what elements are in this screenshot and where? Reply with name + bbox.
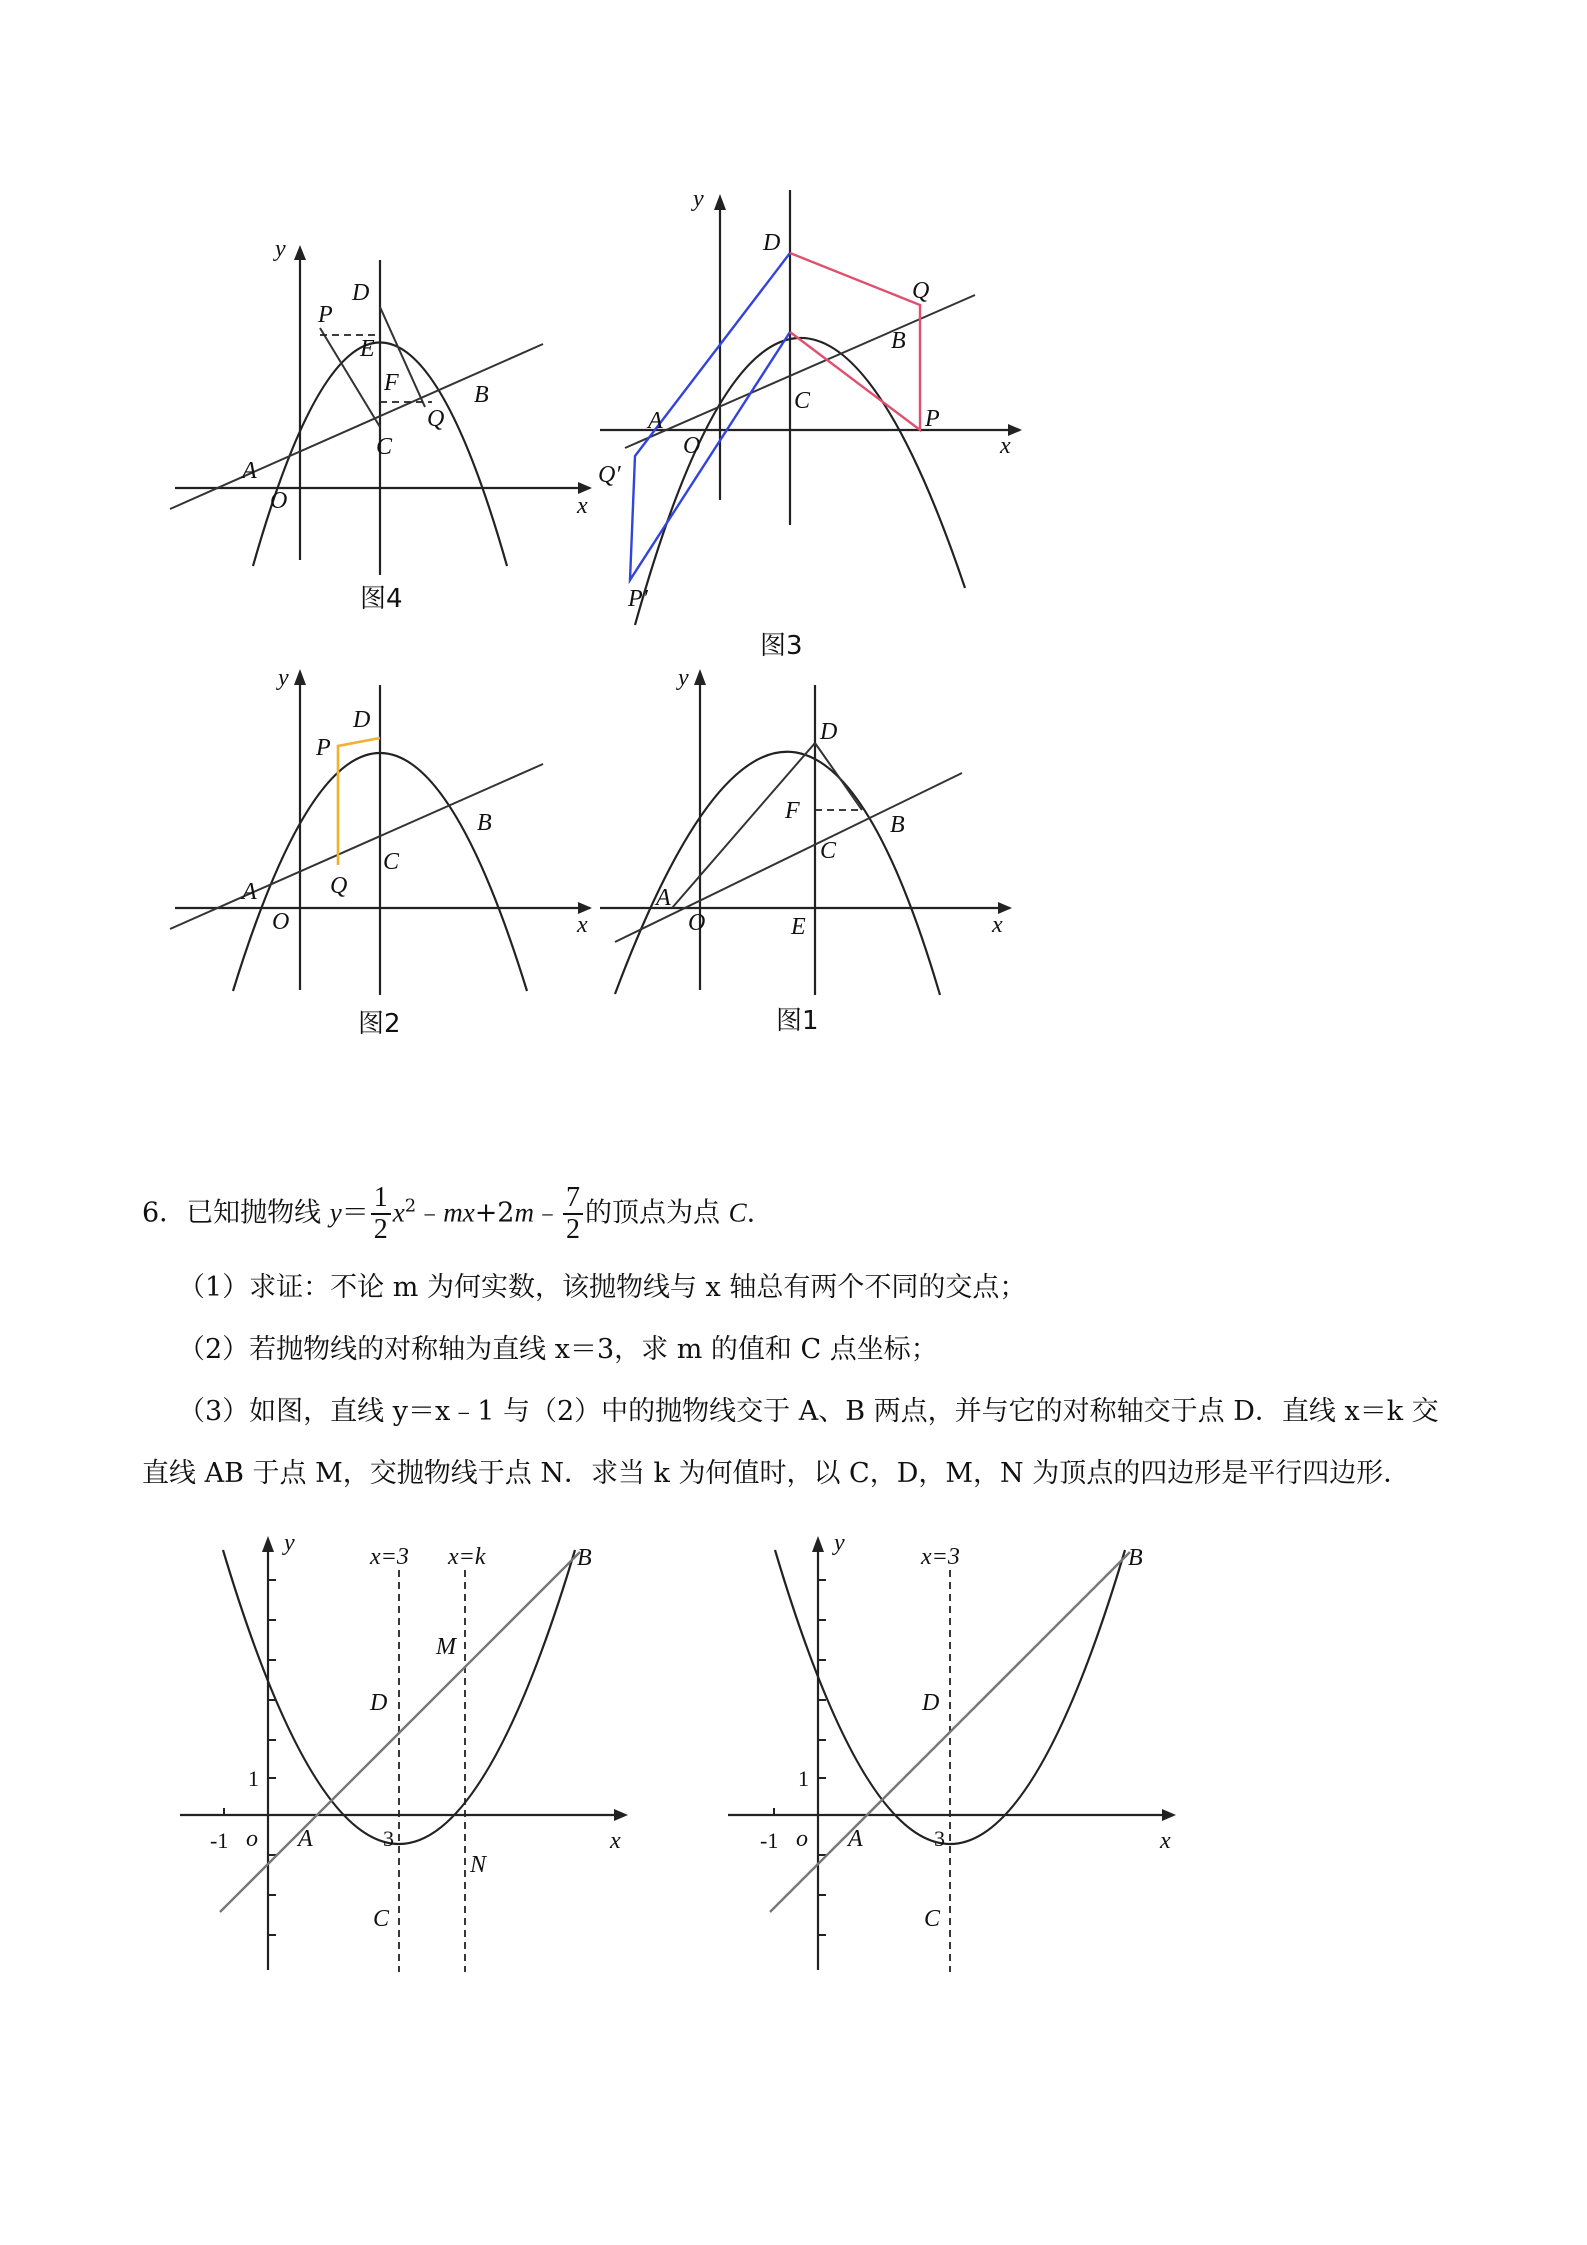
fig3-label-x: x xyxy=(1000,433,1011,459)
stem-y: y xyxy=(329,1197,342,1228)
fraction-one-half xyxy=(371,1183,391,1245)
g6r-label-one: 1 xyxy=(798,1766,809,1791)
problem-6-stem xyxy=(142,1183,755,1245)
figure-1 xyxy=(600,665,1020,1005)
fig1-label-A: A xyxy=(656,885,671,911)
fig4-label-y: y xyxy=(275,236,286,262)
question-2: （2）若抛物线的对称轴为直线 x＝3，求 m 的值和 C 点坐标； xyxy=(178,1334,938,1365)
fraction-seven-halves xyxy=(563,1183,583,1245)
fig1-label-x: x xyxy=(992,912,1003,938)
g6l-label-o: o xyxy=(246,1826,258,1852)
fig4-label-Q: Q xyxy=(427,406,445,432)
fig2-label-C: C xyxy=(383,849,400,875)
fig4-label-x: x xyxy=(577,493,588,519)
g6r-label-A: A xyxy=(848,1826,863,1852)
g6l-label-A: A xyxy=(298,1826,313,1852)
g6l-label-one: 1 xyxy=(248,1766,259,1791)
g6r-label-three: 3 xyxy=(934,1826,945,1851)
frac1-denominator: 2 xyxy=(373,1214,388,1245)
g6r-label-y: y xyxy=(834,1530,845,1556)
fig2-label-y: y xyxy=(278,665,289,691)
figure-2 xyxy=(180,665,600,1005)
fig2-label-P: P xyxy=(316,735,331,761)
g6l-label-three: 3 xyxy=(383,1826,394,1851)
figure-3 xyxy=(590,180,1030,630)
stem-plus2: +2 xyxy=(474,1197,515,1229)
g6l-label-N: N xyxy=(470,1852,487,1878)
fig3-label-O: O xyxy=(683,433,701,459)
g6l-label-xk: x=k xyxy=(448,1544,486,1570)
stem-minus2: ﹣ xyxy=(534,1197,561,1229)
g6r-label-D: D xyxy=(922,1690,940,1716)
problem6-graph-left xyxy=(180,1520,650,1975)
fig3-label-P: P xyxy=(925,406,940,432)
figure-4 xyxy=(180,230,600,610)
fig2-label-x: x xyxy=(577,912,588,938)
fig2-label-B: B xyxy=(477,810,492,836)
fig3-label-y: y xyxy=(693,186,704,212)
g6l-label-neg1: -1 xyxy=(210,1828,229,1853)
fig4-label-B: B xyxy=(474,382,489,408)
g6r-label-neg1: -1 xyxy=(760,1828,779,1853)
stem-end: . xyxy=(746,1197,756,1229)
problem6-graph-right xyxy=(728,1520,1198,1975)
g6l-label-y: y xyxy=(284,1530,295,1556)
fig3-label-B: B xyxy=(891,328,906,354)
problem-number: 6． xyxy=(142,1197,187,1229)
g6l-label-B: B xyxy=(577,1545,592,1571)
frac2-numerator: 7 xyxy=(563,1183,583,1215)
fig2-label-Q: Q xyxy=(330,873,348,899)
fig1-label-E: E xyxy=(791,914,806,940)
fig1-label-D: D xyxy=(820,719,838,745)
fig1-label-y: y xyxy=(678,665,689,691)
g6l-label-M: M xyxy=(436,1634,456,1660)
question-3-line2: 直线 AB 于点 M，交抛物线于点 N．求当 k 为何值时，以 C，D，M，N 为顶点的四边形是平行四边形． xyxy=(142,1458,1411,1489)
fig4-label-P: P xyxy=(318,302,333,328)
fig3-label-A: A xyxy=(648,408,663,434)
stem-m: m xyxy=(514,1197,534,1228)
fig3-label-C: C xyxy=(794,388,811,414)
fig3-label-Q: Q xyxy=(912,278,930,304)
stem-eq: ＝ xyxy=(341,1197,369,1229)
fig1-label-B: B xyxy=(890,812,905,838)
fig2-label-A: A xyxy=(242,879,257,905)
g6l-label-C: C xyxy=(373,1906,390,1932)
fig3-label-Qprime: Q′ xyxy=(598,462,621,488)
figure-4-caption: 图4 xyxy=(360,584,403,614)
stem-C: C xyxy=(728,1197,747,1228)
fig1-label-F: F xyxy=(785,798,800,824)
fig4-label-C: C xyxy=(376,434,393,460)
figure-1-caption: 图1 xyxy=(776,1006,819,1036)
g6r-label-B: B xyxy=(1128,1545,1143,1571)
fig2-label-D: D xyxy=(353,707,371,733)
stem-exponent: 2 xyxy=(404,1195,417,1217)
fig3-label-D: D xyxy=(763,230,781,256)
fig4-label-F: F xyxy=(384,370,399,396)
fig4-label-O: O xyxy=(270,488,288,514)
stem-suffix: 的顶点为点 xyxy=(585,1197,729,1229)
fig1-label-O: O xyxy=(688,910,706,936)
stem-mx: mx xyxy=(443,1197,475,1228)
fig3-label-Pprime: P′ xyxy=(628,586,648,612)
figure-2-caption: 图2 xyxy=(358,1009,401,1039)
g6l-label-x3: x=3 xyxy=(370,1544,409,1570)
g6r-label-x3: x=3 xyxy=(921,1544,960,1570)
stem-minus1: ﹣ xyxy=(416,1197,444,1229)
g6r-label-x: x xyxy=(1160,1828,1171,1854)
g6r-label-C: C xyxy=(924,1906,941,1932)
frac1-numerator: 1 xyxy=(371,1183,391,1215)
frac2-denominator: 2 xyxy=(566,1214,580,1245)
g6r-label-o: o xyxy=(796,1826,808,1852)
fig1-label-C: C xyxy=(820,838,837,864)
figure-3-caption: 图3 xyxy=(760,631,803,661)
g6l-label-D: D xyxy=(370,1690,388,1716)
stem-prefix: 已知抛物线 xyxy=(186,1197,330,1229)
fig4-label-D: D xyxy=(352,280,370,306)
stem-x: x xyxy=(392,1197,405,1228)
question-3-line1: （3）如图，直线 y＝x﹣1 与（2）中的抛物线交于 A、B 两点，并与它的对称轴交于点 D．直线 x＝k 交 xyxy=(178,1396,1439,1427)
fig4-label-A: A xyxy=(242,458,257,484)
g6l-label-x: x xyxy=(610,1828,621,1854)
fig2-label-O: O xyxy=(272,909,290,935)
fig4-label-E: E xyxy=(360,336,375,362)
question-1: （1）求证：不论 m 为何实数，该抛物线与 x 轴总有两个不同的交点； xyxy=(178,1272,1027,1303)
